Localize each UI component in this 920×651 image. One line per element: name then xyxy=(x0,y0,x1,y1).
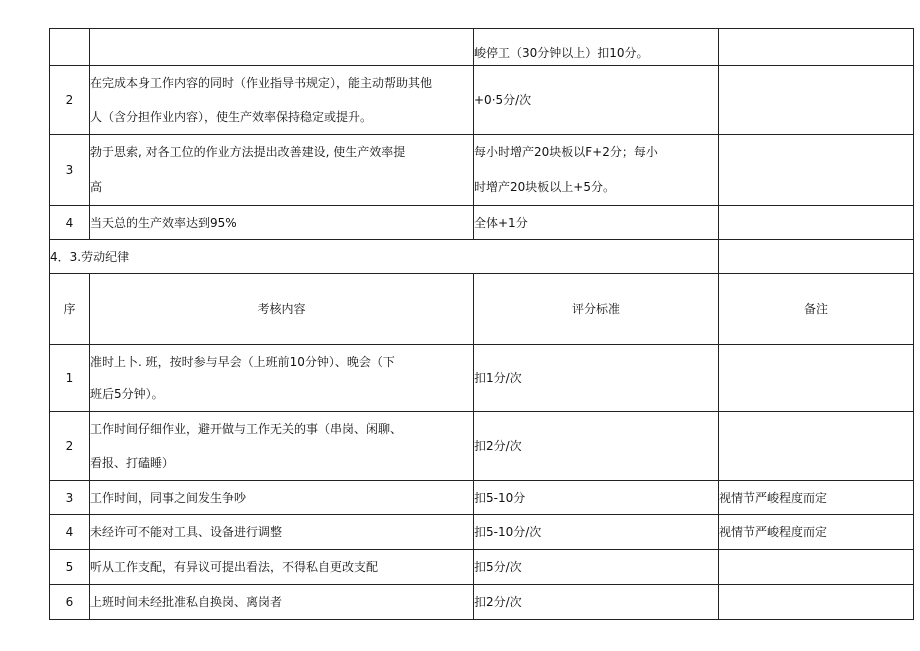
header-row xyxy=(50,274,914,345)
row-number: 5 xyxy=(50,550,90,585)
header-number: 序 xyxy=(50,274,90,345)
row-number: 2 xyxy=(50,66,90,135)
content-line: 上班时间未经批准私自换岗、离岗者 xyxy=(90,595,283,609)
row-number: 3 xyxy=(50,481,90,515)
standard-cell: 扣5-10分 xyxy=(474,481,719,515)
note-cell xyxy=(719,585,914,620)
section-empty-cell xyxy=(719,240,914,274)
content-line: 工作时间，同事之间发生争吵 xyxy=(90,490,247,505)
content-line: 未经许可不能对工具、设备进行调整 xyxy=(90,525,283,539)
table-row xyxy=(50,481,914,515)
note-cell xyxy=(719,135,914,206)
standard-cell: 扣1分/次 xyxy=(474,345,719,412)
standard-cell xyxy=(474,206,719,240)
note-cell: 视情节严峻程度而定 xyxy=(719,515,914,550)
standard-cell: 扣5分/次 xyxy=(474,550,719,585)
content-cell xyxy=(90,29,474,66)
table-row xyxy=(50,206,914,240)
standard-cell xyxy=(474,29,719,66)
note-cell xyxy=(719,345,914,412)
row-number: 4 xyxy=(50,515,90,550)
standard-cell: 扣2分/次 xyxy=(474,412,719,481)
content-line: 勃于思索, 对各工位的作业方法提出改善建设, 使生产效率提 xyxy=(90,145,406,159)
header-standard: 评分标准 xyxy=(474,274,719,345)
content-cell xyxy=(90,481,474,515)
content-cell xyxy=(90,585,474,620)
section-title: 4．3.劳动纪律 xyxy=(50,240,719,274)
header-note: 备注 xyxy=(719,274,914,345)
note-cell xyxy=(719,66,914,135)
content-cell xyxy=(90,412,474,481)
content-cell xyxy=(90,515,474,550)
note-cell xyxy=(719,29,914,66)
content-line: 看报、打磕睡） xyxy=(90,456,175,470)
content-line: 准时上卜. 班，按时参与早会（上班前10分钟）、晚会（下 xyxy=(90,355,395,369)
table-row xyxy=(50,135,914,206)
table-row xyxy=(50,585,914,620)
standard-line: 每小时增产20块板以F+2分；每小 xyxy=(474,145,658,159)
note-cell xyxy=(719,550,914,585)
content-line: 高 xyxy=(90,180,103,194)
note-cell xyxy=(719,412,914,481)
content-line: 班后5分钟）。 xyxy=(90,387,164,401)
content-line: 当天总的生产效率达到95% xyxy=(90,215,237,230)
row-number: 3 xyxy=(50,135,90,206)
assessment-table xyxy=(49,28,914,620)
table-row xyxy=(50,29,914,66)
row-number: 4 xyxy=(50,206,90,240)
table-row xyxy=(50,515,914,550)
content-cell xyxy=(90,66,474,135)
standard-line: 时增产20块板以上+5分。 xyxy=(474,180,615,194)
standard-line: 全体+1分 xyxy=(474,215,528,230)
table-row xyxy=(50,550,914,585)
standard-cell xyxy=(474,135,719,206)
standard-cell xyxy=(474,66,719,135)
standard-line: 峻停工（30分钟以上）扣10分。 xyxy=(474,46,649,60)
note-cell xyxy=(719,206,914,240)
row-number: 2 xyxy=(50,412,90,481)
note-cell: 视情节严峻程度而定 xyxy=(719,481,914,515)
content-line: 工作时间仔细作业，避开做与工作无关的事（串岗、闲聊、 xyxy=(90,422,403,436)
content-cell xyxy=(90,550,474,585)
row-number xyxy=(50,29,90,66)
content-cell xyxy=(90,135,474,206)
content-line: 人（含分担作业内容），使生产效率保持稳定或提升。 xyxy=(90,110,373,124)
row-number: 6 xyxy=(50,585,90,620)
table-row xyxy=(50,66,914,135)
row-number: 1 xyxy=(50,345,90,412)
content-cell xyxy=(90,345,474,412)
content-cell xyxy=(90,206,474,240)
content-line: 在完成本身工作内容的同时（作业指导书规定），能主动帮助其他 xyxy=(90,76,433,90)
table-row xyxy=(50,412,914,481)
header-content: 考核内容 xyxy=(90,274,474,345)
standard-cell: 扣5-10分/次 xyxy=(474,515,719,550)
standard-line: +0·5分/次 xyxy=(474,93,532,107)
table-row xyxy=(50,345,914,412)
content-line: 听从工作支配，有异议可提出看法，不得私自更改支配 xyxy=(90,560,379,574)
section-row xyxy=(50,240,914,274)
standard-cell: 扣2分/次 xyxy=(474,585,719,620)
